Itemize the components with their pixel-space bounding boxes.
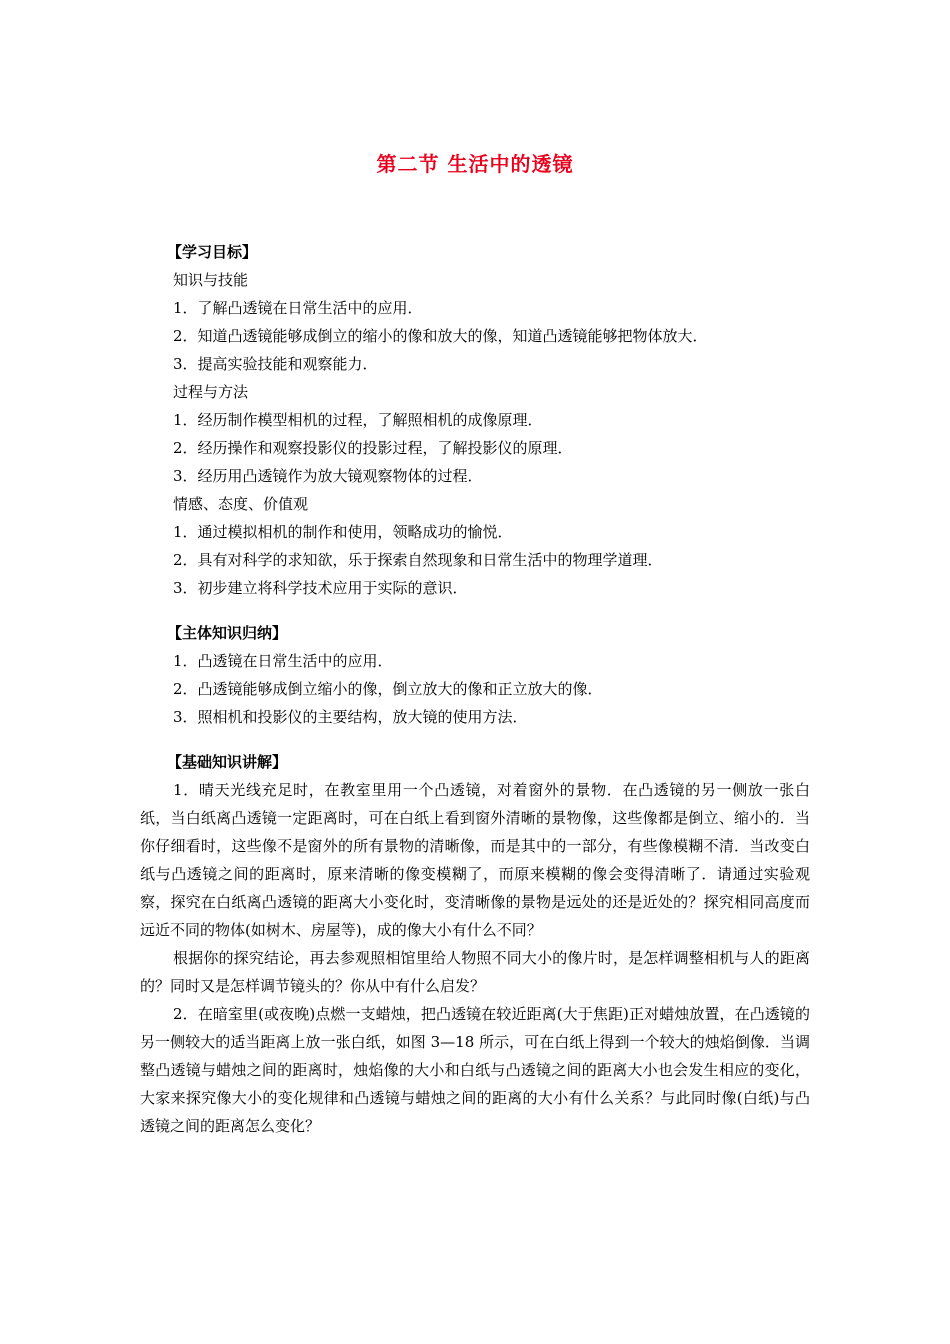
list-item: 1．了解凸透镜在日常生活中的应用．	[173, 299, 423, 317]
paragraph: 根据你的探究结论，再去参观照相馆里给人物照不同大小的像片时，是怎样调整相机与人的距离的？同时又是怎样调节镜头的？你从中有什么启发？	[140, 949, 810, 995]
list-item: 3．照相机和投影仪的主要结构，放大镜的使用方法．	[173, 708, 528, 726]
list-item: 2．凸透镜能够成倒立缩小的像，倒立放大的像和正立放大的像．	[173, 680, 603, 698]
paragraph: 1．晴天光线充足时，在教室里用一个凸透镜，对着窗外的景物．在凸透镜的另一侧放一张白纸，当白纸离凸透镜一定距离时，可在白纸上看到窗外清晰的景物像，这些像都是倒立、缩小的．当你仔细看时，这些像不是窗外的所有景物的清晰像，而是其中的一部分，有些像模糊不清．当改变白纸与凸透镜之间的距离时，原来清晰的像变模糊了，而原来模糊的像会变得清晰了．请通过实验观察，探究在白纸离凸透镜的距离大小变化时，变清晰像的景物是远处的还是近处的？探究相同高度而远近不同的物体(如树木、房屋等)，成的像大小有什么不同？	[140, 781, 810, 939]
list-item: 2．具有对科学的求知欲，乐于探索自然现象和日常生活中的物理学道理．	[173, 551, 663, 569]
group-label: 情感、态度、价值观	[173, 495, 309, 513]
section-heading-explanation: 【基础知识讲解】	[167, 753, 288, 771]
list-item: 2．经历操作和观察投影仪的投影过程，了解投影仪的原理．	[173, 439, 573, 457]
list-item: 1．经历制作模型相机的过程，了解照相机的成像原理．	[173, 411, 543, 429]
document-body	[140, 238, 813, 1140]
paragraph: 2．在暗室里(或夜晚)点燃一支蜡烛，把凸透镜在较近距离(大于焦距)正对蜡烛放置，在凸透镜的另一侧较大的适当距离上放一张白纸，如图 3—18 所示，可在白纸上得到一个较大的烛焰倒像．当调整凸透镜与蜡烛之间的距离时，烛焰像的大小和白纸与凸透镜之间的距离大小也会发生相应的变化，大家来探究像大小的变化规律和凸透镜与蜡烛之间的距离的大小有什么关系？与此同时像(白纸)与凸透镜之间的距离怎么变化？	[140, 1005, 810, 1135]
list-item: 2．知道凸透镜能够成倒立的缩小的像和放大的像，知道凸透镜能够把物体放大．	[173, 327, 708, 345]
list-item: 3．初步建立将科学技术应用于实际的意识．	[173, 579, 468, 597]
section-heading-objectives: 【学习目标】	[167, 243, 258, 261]
list-item: 1．通过模拟相机的制作和使用，领略成功的愉悦．	[173, 523, 513, 541]
page-title: 第二节 生活中的透镜	[376, 152, 574, 176]
section-heading-summary: 【主体知识归纳】	[167, 624, 288, 642]
group-label: 过程与方法	[173, 383, 249, 401]
section-gap	[173, 731, 813, 748]
list-item: 3．提高实验技能和观察能力．	[173, 355, 378, 373]
list-item: 3．经历用凸透镜作为放大镜观察物体的过程．	[173, 467, 483, 485]
list-item: 1．凸透镜在日常生活中的应用．	[173, 652, 393, 670]
section-gap	[173, 602, 813, 619]
group-label: 知识与技能	[173, 271, 249, 289]
